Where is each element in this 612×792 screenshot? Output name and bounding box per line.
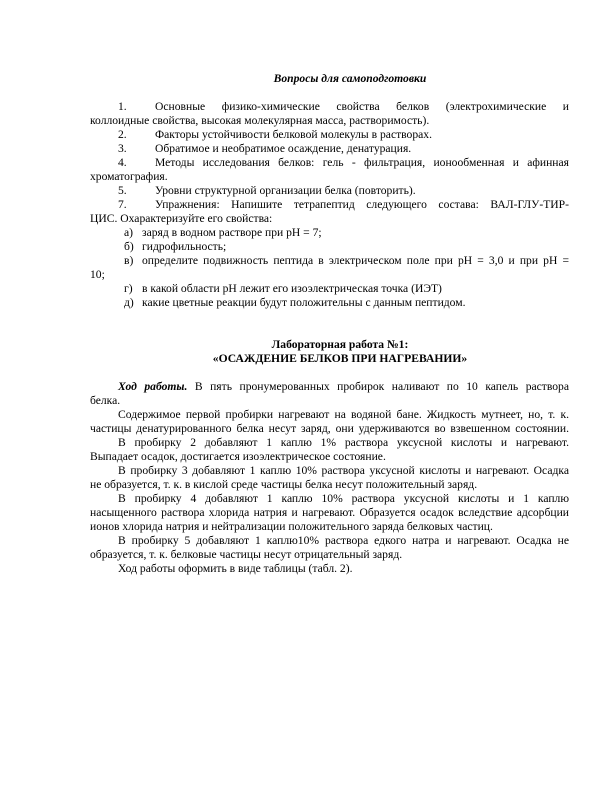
question-text: Методы исследования белков: гель - фильтрация, ионообменная и афинная	[155, 156, 569, 169]
sub-text: в какой области рН лежит его изоэлектрическая точка (ИЭТ)	[142, 282, 442, 295]
lab-subtitle: «ОСАЖДЕНИЕ БЕЛКОВ ПРИ НАГРЕВАНИИ»	[212, 352, 468, 365]
question-item-4	[118, 156, 569, 170]
sub-item-v-cont: 10;	[90, 268, 105, 281]
sub-item-d	[124, 296, 603, 310]
question-num: 1.	[118, 100, 127, 113]
paragraph-2: Содержимое первой пробирки нагревают на водяной бане. Жидкость мутнеет, но, т. к.	[118, 408, 569, 421]
question-item-1	[118, 100, 569, 114]
question-text: Уровни структурной организации белка (повторить).	[155, 184, 416, 197]
sub-letter: а)	[124, 226, 134, 239]
paragraph-3: В пробирку 2 добавляют 1 каплю 1% раствора уксусной кислоты и нагревают.	[118, 436, 569, 449]
paragraph-6-cont: образуется, т. к. белковые частицы несут отрицательный заряд.	[90, 548, 403, 561]
question-num: 3.	[118, 142, 127, 155]
sub-text: заряд в водном растворе при рН = 7;	[142, 226, 322, 239]
hod-label: Ход работы.	[118, 380, 188, 393]
paragraph-5: В пробирку 4 добавляют 1 каплю 10% раствора уксусной кислоты и 1 каплю	[118, 492, 569, 505]
question-text: Факторы устойчивости белковой молекулы в растворах.	[155, 128, 432, 141]
sub-item-g	[124, 282, 603, 296]
question-num: 7.	[118, 198, 127, 211]
paragraph-4-cont: не образуется, т. к. в кислой среде частицы белка несут положительный заряд.	[90, 478, 478, 491]
sub-text: какие цветные реакции будут положительны с данным пептидом.	[142, 296, 466, 309]
lab-title: Лабораторная работа №1:	[271, 338, 409, 351]
sub-letter: г)	[124, 282, 133, 295]
sub-item-b	[124, 240, 603, 254]
question-item-5	[118, 184, 597, 198]
sub-letter: б)	[124, 240, 134, 253]
sub-letter: в)	[124, 254, 134, 267]
paragraph-4: В пробирку 3 добавляют 1 каплю 10% раствора уксусной кислоты и нагревают. Осадка	[118, 464, 569, 477]
sub-text: определите подвижность пептида в электрическом поле при рН = 3,0 и при рН =	[142, 254, 569, 267]
question-text: Упражнения: Напишите тетрапептид следующего состава: ВАЛ-ГЛУ-ТИР-	[155, 198, 569, 211]
question-text: Основные физико-химические свойства белков (электрохимические и	[155, 100, 569, 113]
paragraph-3-cont: Выпадает осадок, достигается изоэлектрическое состояние.	[90, 450, 386, 463]
question-num: 2.	[118, 128, 127, 141]
question-num: 4.	[118, 156, 127, 169]
questions-title: Вопросы для самоподготовки	[273, 72, 427, 85]
paragraph-5-cont-2: ионов хлорида натрия и нейтрализации положительного заряда белковых частиц.	[90, 520, 493, 533]
question-item-7	[118, 198, 569, 212]
paragraph-7: Ход работы оформить в виде таблицы (табл. 2).	[118, 562, 353, 575]
paragraph-6: В пробирку 5 добавляют 1 каплю10% раствора едкого натра и нагревают. Осадка не	[118, 534, 569, 547]
paragraph-1-cont: белка.	[90, 394, 121, 407]
paragraph-text: В пять пронумерованных пробирок наливают по 10 капель раствора	[194, 380, 569, 393]
question-num: 5.	[118, 184, 127, 197]
question-item-4-cont: хроматография.	[90, 170, 168, 183]
question-item-7-cont: ЦИС. Охарактеризуйте его свойства:	[90, 212, 273, 225]
question-item-1-cont: коллоидные свойства, высокая молекулярная масса, растворимость).	[90, 114, 430, 127]
question-item-3	[118, 142, 597, 156]
sub-item-a	[124, 226, 603, 240]
question-text: Обратимое и необратимое осаждение, денатурация.	[155, 142, 412, 155]
sub-item-v	[124, 254, 569, 268]
sub-text: гидрофильность;	[142, 240, 227, 253]
paragraph-2-cont: частицы денатурированного белка несут заряд, они удерживаются во взвешенном состоянии.	[90, 422, 569, 435]
question-item-2	[118, 128, 597, 142]
sub-letter: д)	[124, 296, 134, 309]
paragraph-5-cont: насыщенного раствора хлорида натрия и нагревают. Образуется осадок вследствие адсорбции	[90, 506, 569, 519]
paragraph-1	[118, 380, 569, 394]
